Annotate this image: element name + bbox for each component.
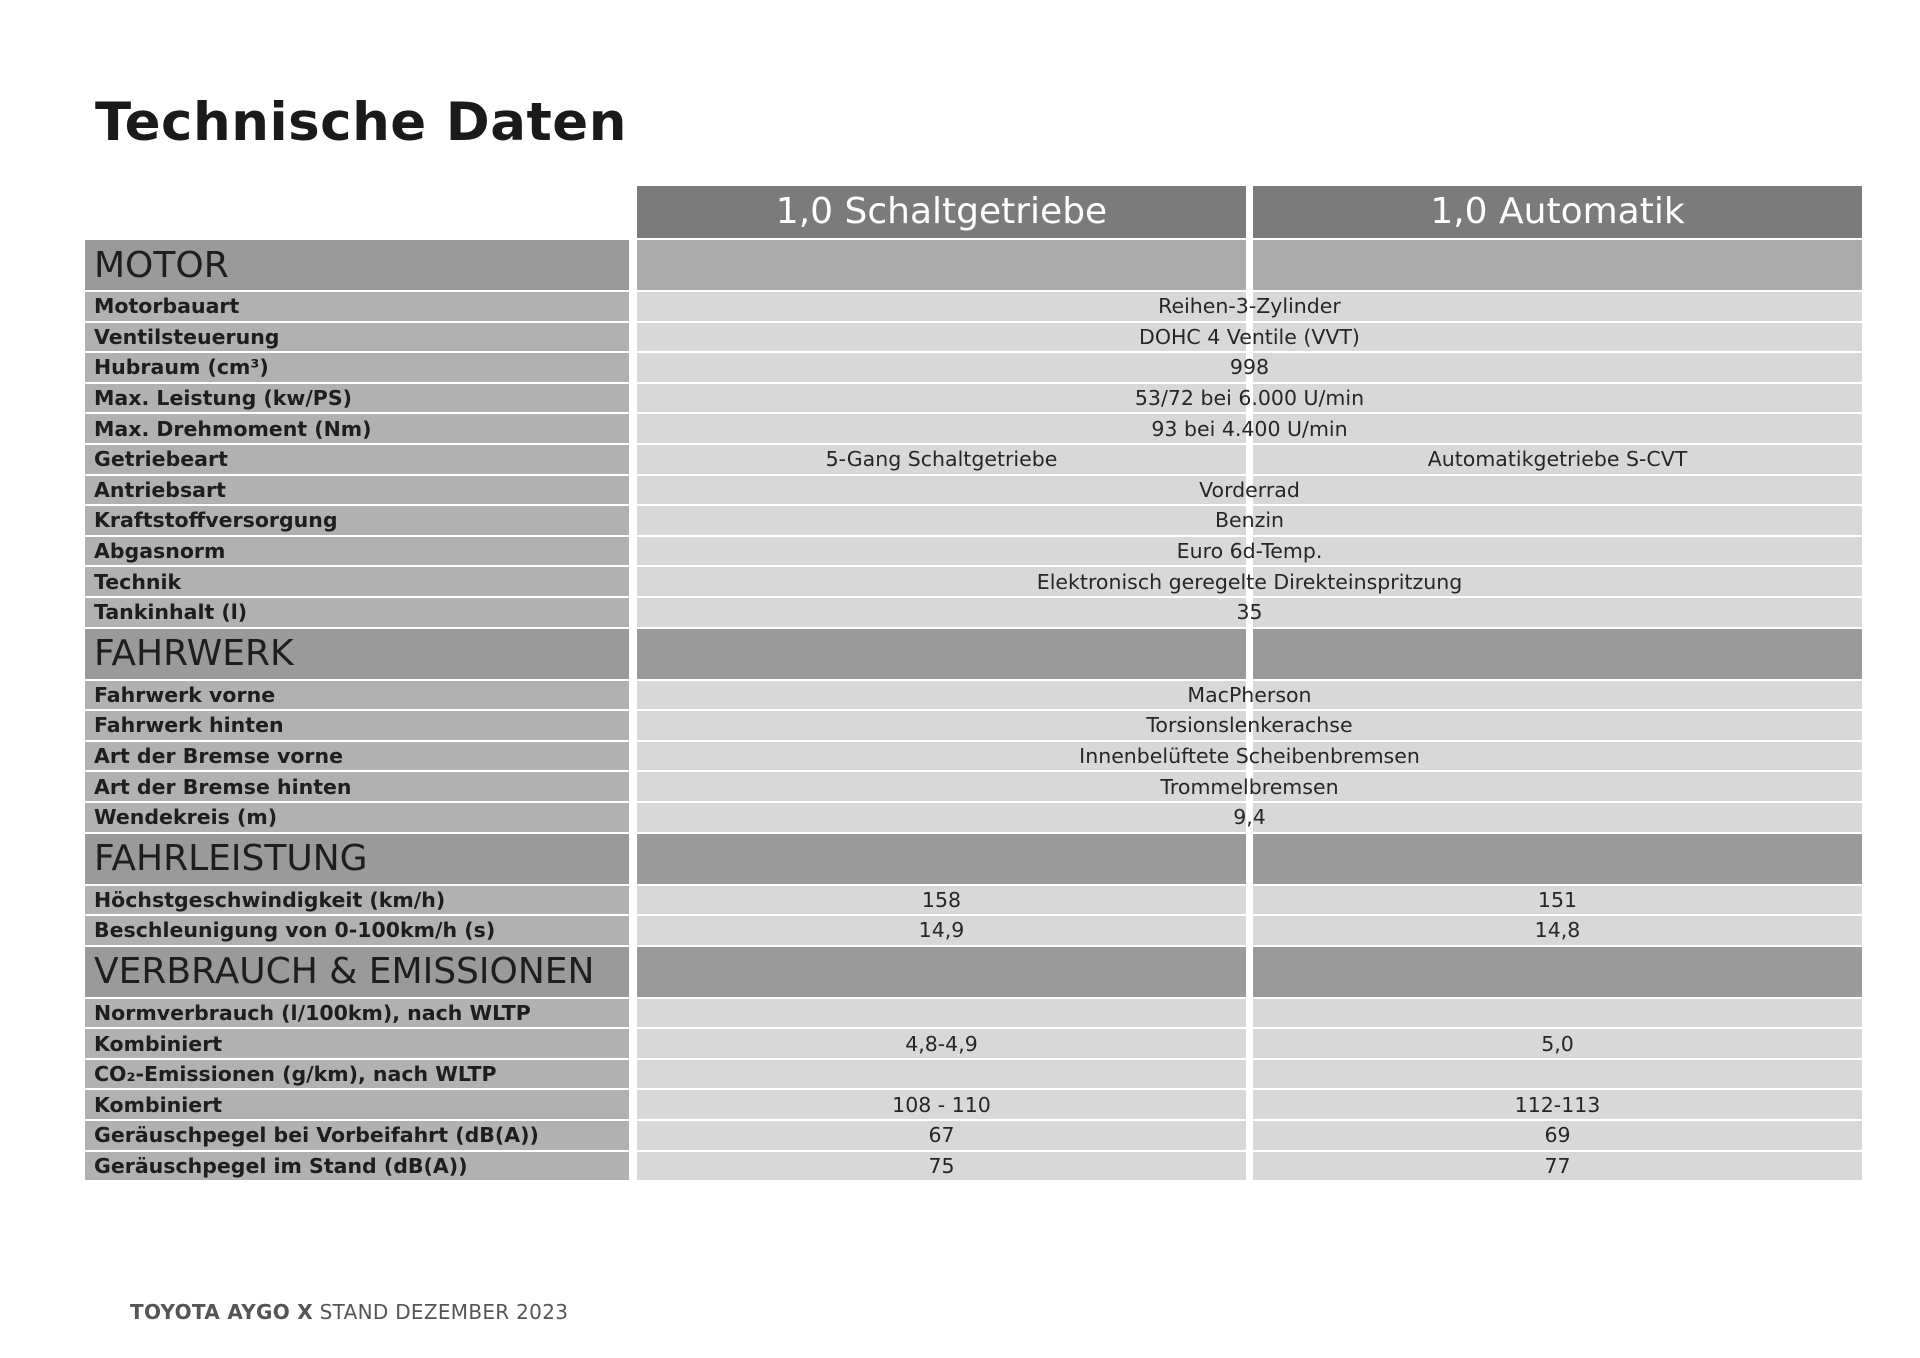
spec-row [85, 711, 1862, 740]
spec-label: Geräuschpegel bei Vorbeifahrt (dB(A)) [85, 1121, 629, 1150]
spec-row [85, 384, 1862, 413]
section-cell [637, 834, 1246, 884]
section-cell [1253, 629, 1862, 679]
section-title: MOTOR [85, 240, 629, 290]
section-title: FAHRLEISTUNG [85, 834, 629, 884]
spec-row [85, 681, 1862, 710]
spec-value-automatik: 5,0 [1253, 1029, 1862, 1058]
spec-values [637, 681, 1862, 710]
spec-label: Motorbauart [85, 292, 629, 321]
page-title: Technische Daten [95, 92, 627, 153]
section-header-row [85, 629, 1862, 679]
spec-values [637, 886, 1862, 915]
footer-text: STAND DEZEMBER 2023 [319, 1300, 569, 1324]
spec-value-shared: 998 [1229, 355, 1270, 380]
spec-value-shared: 53/72 bei 6.000 U/min [1134, 386, 1365, 411]
spec-values [637, 567, 1862, 596]
spec-row [85, 803, 1862, 832]
spec-value-shared: Innenbelüftete Scheibenbremsen [1079, 744, 1420, 769]
spec-row [85, 537, 1862, 566]
spec-values [637, 537, 1862, 566]
spec-label: Art der Bremse hinten [85, 772, 629, 801]
spec-label: Wendekreis (m) [85, 803, 629, 832]
footer-brand: TOYOTA AYGO X [130, 1300, 313, 1324]
spec-value-automatik: 151 [1253, 886, 1862, 915]
spec-value-schaltgetriebe: 108 - 110 [637, 1090, 1246, 1119]
section-value-cells [637, 947, 1862, 997]
spec-label: Normverbrauch (l/100km), nach WLTP [85, 999, 629, 1028]
spec-row [85, 886, 1862, 915]
spec-values [637, 916, 1862, 945]
spec-row [85, 323, 1862, 352]
spec-values [637, 772, 1862, 801]
spec-value-shared: DOHC 4 Ventile (VVT) [1139, 324, 1360, 349]
spec-value-shared: MacPherson [1187, 682, 1312, 707]
spec-values [637, 742, 1862, 771]
spec-label: Hubraum (cm³) [85, 353, 629, 382]
spec-values [637, 476, 1862, 505]
footer [130, 1300, 568, 1324]
section-header-row [85, 834, 1862, 884]
spec-label: Fahrwerk vorne [85, 681, 629, 710]
spec-row [85, 1152, 1862, 1181]
spec-label: Art der Bremse vorne [85, 742, 629, 771]
spec-value-shared: Reihen-3-Zylinder [1158, 294, 1341, 319]
spec-value-automatik [1253, 1060, 1862, 1089]
spec-row [85, 567, 1862, 596]
spec-values [637, 323, 1862, 352]
spec-row [85, 476, 1862, 505]
spec-label: CO₂-Emissionen (g/km), nach WLTP [85, 1060, 629, 1089]
spec-label: Technik [85, 567, 629, 596]
spec-value-schaltgetriebe: 4,8-4,9 [637, 1029, 1246, 1058]
spec-label: Ventilsteuerung [85, 323, 629, 352]
spec-label: Höchstgeschwindigkeit (km/h) [85, 886, 629, 915]
spec-label: Kombiniert [85, 1090, 629, 1119]
spec-values [637, 1090, 1862, 1119]
spec-row [85, 414, 1862, 443]
section-value-cells [637, 240, 1862, 290]
spec-row [85, 772, 1862, 801]
spec-row [85, 353, 1862, 382]
spec-row [85, 1090, 1862, 1119]
spec-values [637, 353, 1862, 382]
spec-table [85, 240, 1862, 1182]
spec-values [637, 1029, 1862, 1058]
spec-values [637, 598, 1862, 627]
spec-label: Kombiniert [85, 1029, 629, 1058]
spec-values [637, 999, 1862, 1028]
spec-row [85, 445, 1862, 474]
section-value-cells [637, 629, 1862, 679]
spec-row [85, 506, 1862, 535]
spec-label: Max. Leistung (kw/PS) [85, 384, 629, 413]
section-title: VERBRAUCH & EMISSIONEN [85, 947, 629, 997]
spec-label: Kraftstoffversorgung [85, 506, 629, 535]
spec-value-schaltgetriebe: 75 [637, 1152, 1246, 1181]
spec-values [637, 1060, 1862, 1089]
spec-values [637, 1152, 1862, 1181]
spec-row [85, 742, 1862, 771]
spec-value-schaltgetriebe: 5-Gang Schaltgetriebe [637, 445, 1246, 474]
spec-values [637, 1121, 1862, 1150]
spec-value-shared: 9,4 [1233, 805, 1266, 830]
section-cell [1253, 947, 1862, 997]
spec-row [85, 598, 1862, 627]
spec-values [637, 506, 1862, 535]
section-cell [1253, 834, 1862, 884]
spec-label: Getriebeart [85, 445, 629, 474]
spec-value-shared: 35 [1236, 600, 1263, 625]
spec-row [85, 1060, 1862, 1089]
spec-label: Max. Drehmoment (Nm) [85, 414, 629, 443]
spec-value-shared: Vorderrad [1199, 477, 1300, 502]
section-title: FAHRWERK [85, 629, 629, 679]
spec-row [85, 1029, 1862, 1058]
spec-value-schaltgetriebe: 158 [637, 886, 1246, 915]
section-header-row [85, 947, 1862, 997]
spec-value-shared: Elektronisch geregelte Direkteinspritzung [1036, 569, 1463, 594]
spec-label: Beschleunigung von 0-100km/h (s) [85, 916, 629, 945]
spec-value-shared: Euro 6d-Temp. [1176, 539, 1323, 564]
spec-label: Geräuschpegel im Stand (dB(A)) [85, 1152, 629, 1181]
spec-value-schaltgetriebe: 14,9 [637, 916, 1246, 945]
spec-values [637, 292, 1862, 321]
spec-row [85, 916, 1862, 945]
spec-row [85, 292, 1862, 321]
spec-value-automatik: Automatikgetriebe S-CVT [1253, 445, 1862, 474]
section-header-row [85, 240, 1862, 290]
spec-row [85, 1121, 1862, 1150]
spec-values [637, 445, 1862, 474]
section-value-cells [637, 834, 1862, 884]
spec-value-automatik [1253, 999, 1862, 1028]
spec-row [85, 999, 1862, 1028]
spec-label: Antriebsart [85, 476, 629, 505]
spec-label: Fahrwerk hinten [85, 711, 629, 740]
spec-value-schaltgetriebe [637, 1060, 1246, 1089]
spec-value-schaltgetriebe: 67 [637, 1121, 1246, 1150]
section-cell [637, 240, 1246, 290]
spec-value-automatik: 69 [1253, 1121, 1862, 1150]
spec-values [637, 711, 1862, 740]
section-cell [1253, 240, 1862, 290]
column-header-schaltgetriebe: 1,0 Schaltgetriebe [637, 186, 1246, 238]
spec-values [637, 803, 1862, 832]
spec-label: Tankinhalt (l) [85, 598, 629, 627]
spec-value-automatik: 77 [1253, 1152, 1862, 1181]
spec-value-automatik: 14,8 [1253, 916, 1862, 945]
spec-value-shared: 93 bei 4.400 U/min [1151, 416, 1348, 441]
spec-value-shared: Trommelbremsen [1160, 774, 1339, 799]
spec-label: Abgasnorm [85, 537, 629, 566]
section-cell [637, 947, 1246, 997]
spec-value-automatik: 112-113 [1253, 1090, 1862, 1119]
spec-values [637, 384, 1862, 413]
spec-value-shared: Benzin [1214, 508, 1285, 533]
spec-value-shared: Torsionslenkerachse [1146, 713, 1353, 738]
column-header-automatik: 1,0 Automatik [1253, 186, 1862, 238]
spec-value-schaltgetriebe [637, 999, 1246, 1028]
section-cell [637, 629, 1246, 679]
spec-values [637, 414, 1862, 443]
